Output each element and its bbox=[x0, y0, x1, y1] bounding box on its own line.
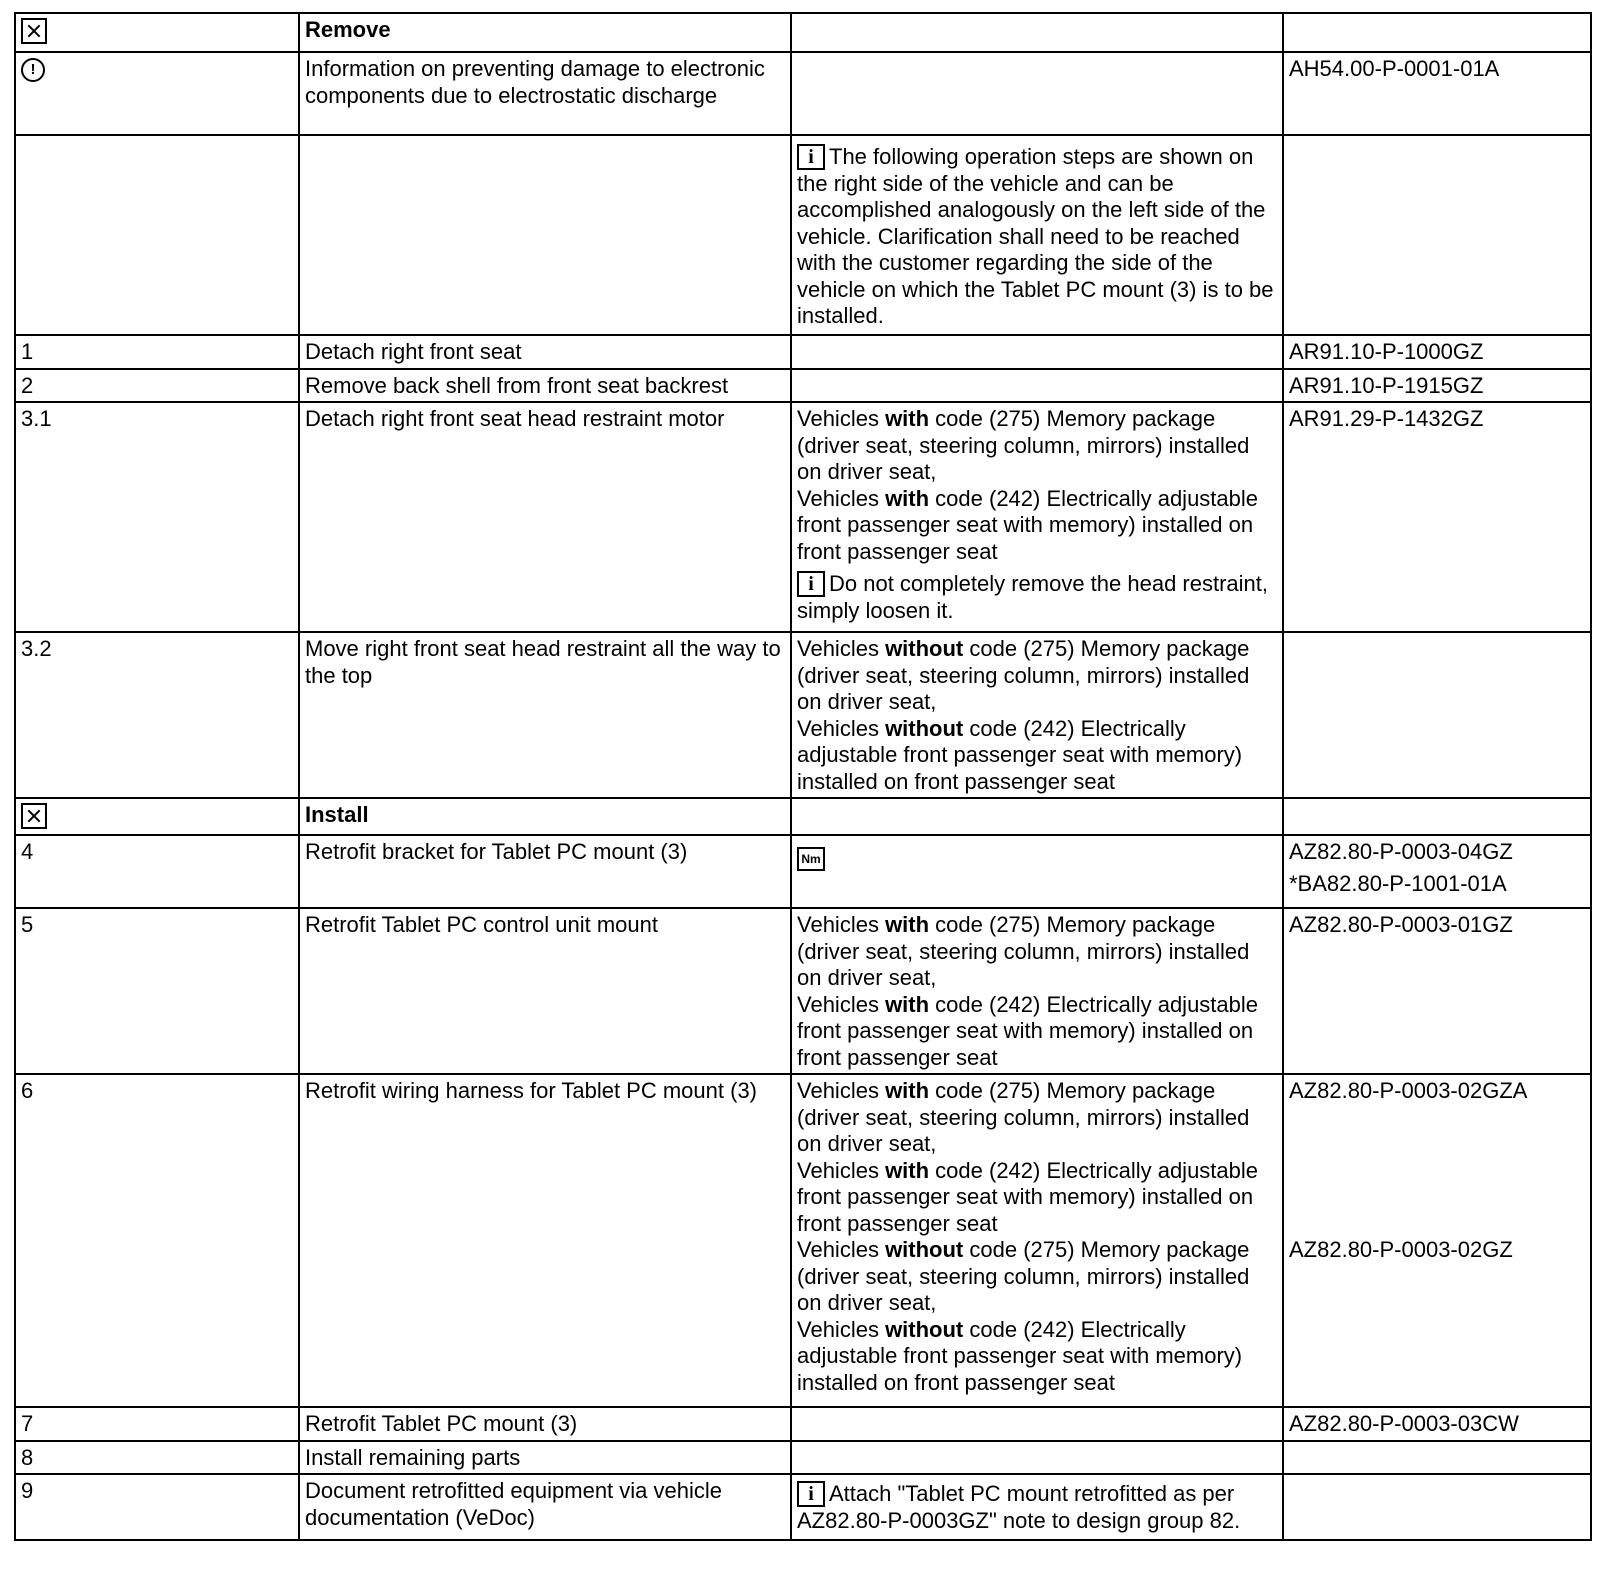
condition-line: Vehicles with code (275) Memory package (driver seat, steering column, mirrors) installed on driver seat, bbox=[797, 406, 1250, 484]
condition-line: Vehicles without code (242) Electrically adjustable front passenger seat with memory) installed on front passenger seat bbox=[797, 1316, 1243, 1395]
ref-cell bbox=[1283, 835, 1591, 908]
info-icon: i bbox=[797, 571, 825, 597]
step-cell: 5 bbox=[15, 908, 299, 1074]
table-row bbox=[15, 1074, 1591, 1407]
note-cell bbox=[791, 835, 1283, 908]
step-cell: 3.1 bbox=[15, 402, 299, 632]
table-row bbox=[15, 13, 1591, 52]
torque-nm-icon[interactable]: Nm bbox=[797, 847, 825, 871]
ref-cell bbox=[1283, 1474, 1591, 1540]
note-cell bbox=[791, 1441, 1283, 1475]
ref-link[interactable]: *BA82.80-P-1001-01A bbox=[1289, 870, 1507, 896]
action-cell: Retrofit Tablet PC mount (3) bbox=[299, 1407, 791, 1441]
table-row bbox=[15, 335, 1591, 369]
action-cell: Document retrofitted equipment via vehicle documentation (VeDoc) bbox=[299, 1474, 791, 1540]
note-cell bbox=[791, 1074, 1283, 1407]
step-cell bbox=[15, 13, 299, 52]
ref-link[interactable]: AZ82.80-P-0003-02GZA bbox=[1289, 1078, 1528, 1103]
condition-line: Vehicles with code (242) Electrically adjustable front passenger seat with memory) installed on front passenger seat bbox=[797, 1157, 1259, 1236]
ref-cell[interactable]: AZ82.80-P-0003-01GZ bbox=[1283, 908, 1591, 1074]
note-cell: i The following operation steps are shown on the right side of the vehicle and can be accomplished analogously on the left side of the vehicle. Clarification shall need to be reached with the customer regarding the side of the vehicle on which the Tablet PC mount (3) is to be installed. bbox=[791, 135, 1283, 335]
condition-line: Vehicles without code (242) Electrically adjustable front passenger seat with memory) installed on front passenger seat bbox=[797, 715, 1243, 794]
info-icon: i bbox=[797, 1481, 825, 1507]
action-cell: Detach right front seat head restraint motor bbox=[299, 402, 791, 632]
note-cell bbox=[791, 369, 1283, 403]
note-cell: i Attach "Tablet PC mount retrofitted as per AZ82.80-P-0003GZ" note to design group 82. bbox=[791, 1474, 1283, 1540]
esd-warning-icon: ! bbox=[21, 58, 45, 82]
note-cell bbox=[791, 13, 1283, 52]
note-cell bbox=[791, 402, 1283, 632]
action-cell: Install remaining parts bbox=[299, 1441, 791, 1475]
ref-cell bbox=[1283, 135, 1591, 335]
step-cell: 7 bbox=[15, 1407, 299, 1441]
step-cell: 6 bbox=[15, 1074, 299, 1407]
condition-line: Vehicles with code (275) Memory package (driver seat, steering column, mirrors) installed on driver seat, bbox=[797, 1078, 1250, 1156]
step-cell: 8 bbox=[15, 1441, 299, 1475]
table-row bbox=[15, 835, 1591, 908]
table-row bbox=[15, 402, 1591, 632]
action-cell: Remove bbox=[299, 13, 791, 52]
condition-line: Vehicles with code (242) Electrically adjustable front passenger seat with memory) installed on front passenger seat bbox=[797, 485, 1259, 564]
action-cell: Retrofit wiring harness for Tablet PC mount (3) bbox=[299, 1074, 791, 1407]
ref-cell[interactable]: AR91.10-P-1000GZ bbox=[1283, 335, 1591, 369]
ref-cell[interactable]: AZ82.80-P-0003-03CW bbox=[1283, 1407, 1591, 1441]
procedure-table bbox=[14, 12, 1592, 1541]
condition-line: Vehicles without code (275) Memory package (driver seat, steering column, mirrors) installed on driver seat, bbox=[797, 636, 1250, 714]
table-row bbox=[15, 1407, 1591, 1441]
condition-line: Vehicles with code (275) Memory package (driver seat, steering column, mirrors) installed on driver seat, bbox=[797, 912, 1250, 990]
ref-link[interactable]: AZ82.80-P-0003-02GZ bbox=[1289, 1236, 1513, 1262]
action-cell: Install bbox=[299, 798, 791, 835]
ref-cell[interactable]: AH54.00-P-0001-01A bbox=[1283, 52, 1591, 135]
action-cell bbox=[299, 135, 791, 335]
condition-line: Vehicles with code (242) Electrically adjustable front passenger seat with memory) installed on front passenger seat bbox=[797, 991, 1259, 1070]
install-section-icon bbox=[21, 803, 47, 829]
step-cell bbox=[15, 798, 299, 835]
table-row bbox=[15, 798, 1591, 835]
table-row bbox=[15, 1474, 1591, 1540]
action-cell: Detach right front seat bbox=[299, 335, 791, 369]
ref-link[interactable]: AZ82.80-P-0003-04GZ bbox=[1289, 839, 1513, 864]
table-row bbox=[15, 135, 1591, 335]
condition-line: Vehicles without code (275) Memory package (driver seat, steering column, mirrors) installed on driver seat, bbox=[797, 1237, 1250, 1315]
step-cell: 1 bbox=[15, 335, 299, 369]
table-row bbox=[15, 1441, 1591, 1475]
ref-cell bbox=[1283, 1441, 1591, 1475]
step-cell: 9 bbox=[15, 1474, 299, 1540]
step-cell bbox=[15, 135, 299, 335]
remove-section-icon bbox=[21, 18, 47, 44]
info-icon: i bbox=[797, 144, 825, 170]
action-cell: Move right front seat head restraint all the way to the top bbox=[299, 632, 791, 798]
ref-cell bbox=[1283, 13, 1591, 52]
step-cell: 4 bbox=[15, 835, 299, 908]
ref-cell bbox=[1283, 798, 1591, 835]
info-note: i Do not completely remove the head restraint, simply loosen it. bbox=[797, 571, 1269, 623]
table-row bbox=[15, 632, 1591, 798]
table-row bbox=[15, 908, 1591, 1074]
ref-cell bbox=[1283, 632, 1591, 798]
action-cell: Remove back shell from front seat backrest bbox=[299, 369, 791, 403]
action-cell: Retrofit Tablet PC control unit mount bbox=[299, 908, 791, 1074]
note-cell bbox=[791, 908, 1283, 1074]
table-row bbox=[15, 369, 1591, 403]
table-row bbox=[15, 52, 1591, 135]
ref-cell[interactable]: AR91.29-P-1432GZ bbox=[1283, 402, 1591, 632]
note-cell bbox=[791, 52, 1283, 135]
ref-cell bbox=[1283, 1074, 1591, 1407]
note-cell bbox=[791, 1407, 1283, 1441]
step-cell: 2 bbox=[15, 369, 299, 403]
action-cell: Retrofit bracket for Tablet PC mount (3) bbox=[299, 835, 791, 908]
note-cell bbox=[791, 798, 1283, 835]
step-cell bbox=[15, 52, 299, 135]
step-cell: 3.2 bbox=[15, 632, 299, 798]
ref-cell[interactable]: AR91.10-P-1915GZ bbox=[1283, 369, 1591, 403]
action-cell: Information on preventing damage to electronic components due to electrostatic discharge bbox=[299, 52, 791, 135]
note-cell bbox=[791, 335, 1283, 369]
note-cell bbox=[791, 632, 1283, 798]
